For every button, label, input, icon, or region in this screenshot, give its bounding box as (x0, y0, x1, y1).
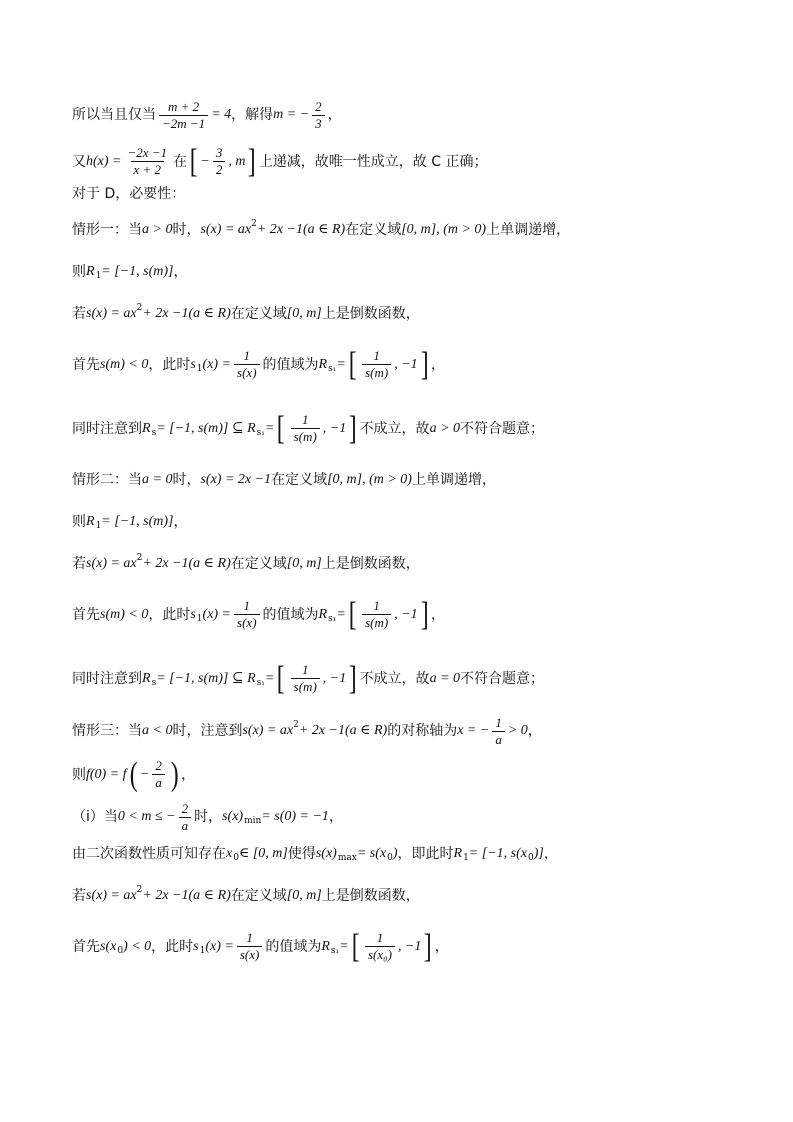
fraction: $\frac{m + 2}{-2m -1}$ (159, 100, 208, 132)
line-first-sm: 首先 s(m) < 0 ，此时 s 1 (x) = $\frac{1}{s(x)}$ 的值域为 R s₁ = [ $\frac{1}{s(m)}$ , −1 ] ， (72, 596, 445, 633)
line-h-decreasing: 又 h(x) = $\frac{-2x -1}{x + 2}$ 在 [ − $\frac{3}{2}$ , m ] 上递减，故唯一性成立，故 C 正确； (72, 143, 488, 180)
line-range-r1: 则 R 1 = [−1, s(m)] ， (72, 514, 188, 531)
line-subcase-i: （i）当 0 < m ≤ − $\frac{2}{a}$ 时， s(x) min = s(0) = −1 ， (72, 801, 343, 833)
text: 所以当且仅当 (72, 107, 156, 124)
line-note-a-positive: 同时注意到 R s = [−1, s(m)] ⊆ R s₁ = [ $\frac{1}{s(m)}$ , −1 ] 不成立，故 a > 0 不符合题意； (72, 410, 545, 447)
interval: [ − $\frac{3}{2}$ , m ] (189, 143, 257, 180)
line-case-two: 情形二：当 a = 0 时， s(x) = 2x −1 在定义域 [0, m], (m > 0) 上单调递增， (72, 472, 496, 488)
line-part-d: 对于 D，必要性： (72, 186, 186, 202)
line-reciprocal-if: 若 s(x) = ax 2 + 2x −1(a ∈ R) 在定义域 [0, m] 上是倒数函数， (72, 303, 420, 322)
fraction: $\frac{-2x -1}{x + 2}$ (127, 145, 168, 178)
line-case-three: 情形三：当 a < 0 时，注意到 s(x) = ax 2 + 2x −1(a ∈ R) 的对称轴为 x = − $\frac{1}{a}$ > 0 ， (72, 715, 542, 747)
line-reciprocal-if: 若 s(x) = ax 2 + 2x −1(a ∈ R) 在定义域 [0, m] 上是倒数函数， (72, 885, 420, 904)
line-range-r1: 则 R 1 = [−1, s(m)] ， (72, 264, 188, 281)
line-f-zero: 则 f(0) = f ( − $\frac{2}{a}$ ) ， (72, 756, 196, 793)
line-condition-m: 所以当且仅当 $\frac{m + 2}{-2m -1}$ = 4 ，解得 m = − $\frac{2}{3}$ ， (72, 99, 342, 131)
line-quadratic-property: 由二次函数性质可知存在 x 0 ∈ [0, m] 使得 s(x) max = s(x 0 ) ，即此时 R 1 = [−1, s(x 0 )] ， (72, 846, 558, 863)
line-first-sx0: 首先 s(x 0 ) < 0 ，此时 s 1 (x) = $\frac{1}{s(x)}$ 的值域为 R s₁ = [ $\frac{1}{\text{s(x₀)}}$ , −1 ] ， (72, 928, 449, 965)
line-note-a-zero: 同时注意到 R s = [−1, s(m)] ⊆ R s₁ = [ $\frac{1}{s(m)}$ , −1 ] 不成立，故 a = 0 不符合题意； (72, 660, 545, 697)
line-case-one: 情形一：当 a > 0 时， s(x) = ax 2 + 2x −1(a ∈ R) 在定义域 [0, m], (m > 0) 上单调递增， (72, 219, 571, 238)
line-first-sm: 首先 s(m) < 0 ，此时 s 1 (x) = $\frac{1}{s(x)}$ 的值域为 R s₁ = [ $\frac{1}{s(m)}$ , −1 ] ， (72, 346, 445, 383)
fraction: $\frac{2}{3}$ (312, 100, 325, 132)
line-reciprocal-if: 若 s(x) = ax 2 + 2x −1(a ∈ R) 在定义域 [0, m] 上是倒数函数， (72, 553, 420, 572)
